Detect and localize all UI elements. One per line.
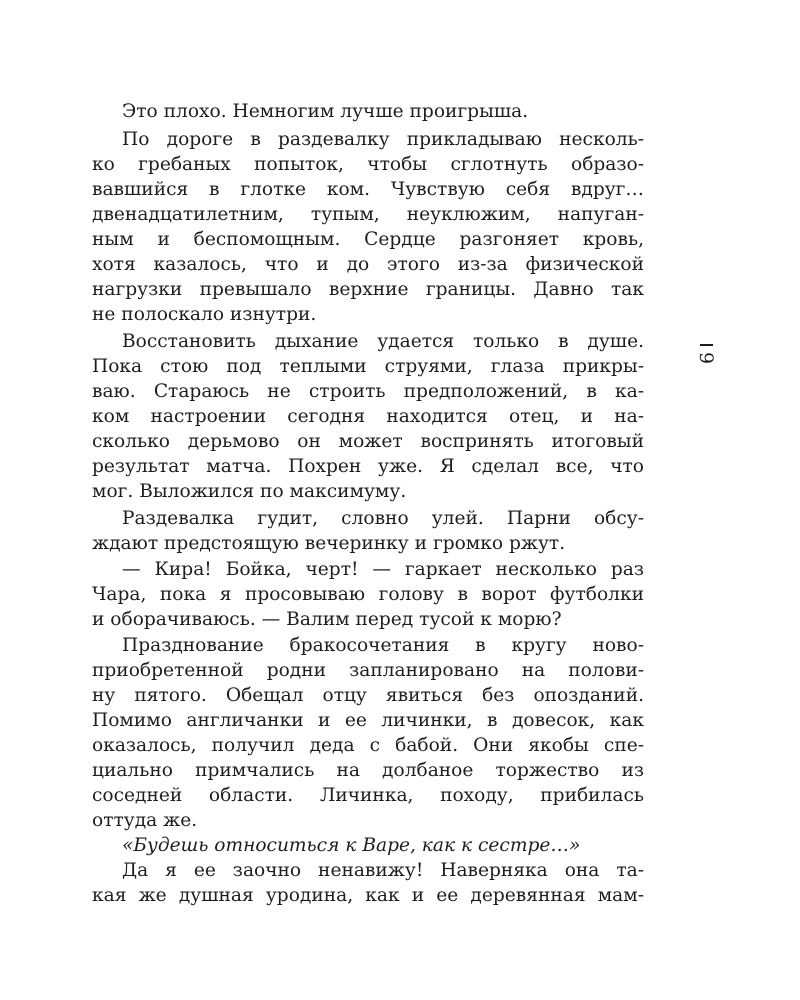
text-line: вавшийся в глотке ком. Чувствую себя вдруг…: [92, 179, 644, 200]
text-line: По дороге в раздевалку прикладываю несколь-: [122, 129, 644, 150]
text-line: двенадцатилетним, тупым, неуклюжим, напуган-: [92, 204, 644, 225]
text-line: результат матча. Похрен уже. Я сделал все, что: [92, 456, 644, 477]
page-number-label: 9: [695, 351, 717, 365]
italic-quote-line: «Будешь относиться к Варе, как к сестре…»: [122, 835, 581, 856]
text-line: ком настроении сегодня находится отец, и на-: [92, 406, 644, 427]
text-line: оказалось, получил деда с бабой. Они якобы спе-: [92, 735, 644, 756]
text-line: нагрузки превышало верхние границы. Давно так: [92, 279, 644, 300]
page-number: [694, 344, 718, 368]
text-line: оттуда же.: [92, 810, 198, 831]
text-line: Восстановить дыхание удается только в душе.: [122, 331, 644, 352]
text-line: Помимо англичанки и ее личинки, в довесок, как: [92, 710, 644, 731]
text-line: Раздевалка гудит, словно улей. Парни обсу-: [122, 508, 644, 529]
text-line: не полоскало изнутри.: [92, 304, 317, 325]
text-line: Это плохо. Немногим лучше проигрыша.: [122, 101, 529, 122]
text-line: приобретенной родни запланировано на полови-: [92, 660, 644, 681]
text-line: мог. Выложился по максимуму.: [92, 481, 407, 502]
text-line: ваю. Стараюсь не строить предположений, в ка-: [92, 381, 644, 402]
text-line: ко гребаных попыток, чтобы сглотнуть образо-: [92, 154, 644, 175]
text-line: — Кира! Бойка, черт! — гаркает несколько раз: [122, 559, 644, 580]
text-line: циально примчались на долбаное торжество из: [92, 760, 644, 781]
text-line: соседней области. Личинка, походу, прибилась: [92, 785, 644, 806]
text-line: хотя казалось, что и до этого из-за физической: [92, 254, 644, 275]
text-line: сколько дерьмово он может воспринять итоговый: [92, 431, 644, 452]
text-line: Чара, пока я просовываю голову в ворот футболки: [92, 584, 644, 605]
text-line: ну пятого. Обещал отцу явиться без опозданий.: [92, 685, 644, 706]
text-line: ждают предстоящую вечеринку и громко ржут.: [92, 533, 566, 554]
text-line: и оборачиваюсь. — Валим перед тусой к морю?: [92, 609, 562, 630]
text-line: ным и беспомощным. Сердце разгоняет кровь,: [92, 229, 644, 250]
text-line: Празднование бракосочетания в кругу ново-: [122, 635, 644, 656]
text-line: Пока стою под теплыми струями, глаза прикры-: [92, 356, 644, 377]
text-line: Да я ее заочно ненавижу! Наверняка она та-: [122, 860, 644, 881]
text-line: кая же душная уродина, как и ее деревянная мам-: [92, 885, 644, 906]
